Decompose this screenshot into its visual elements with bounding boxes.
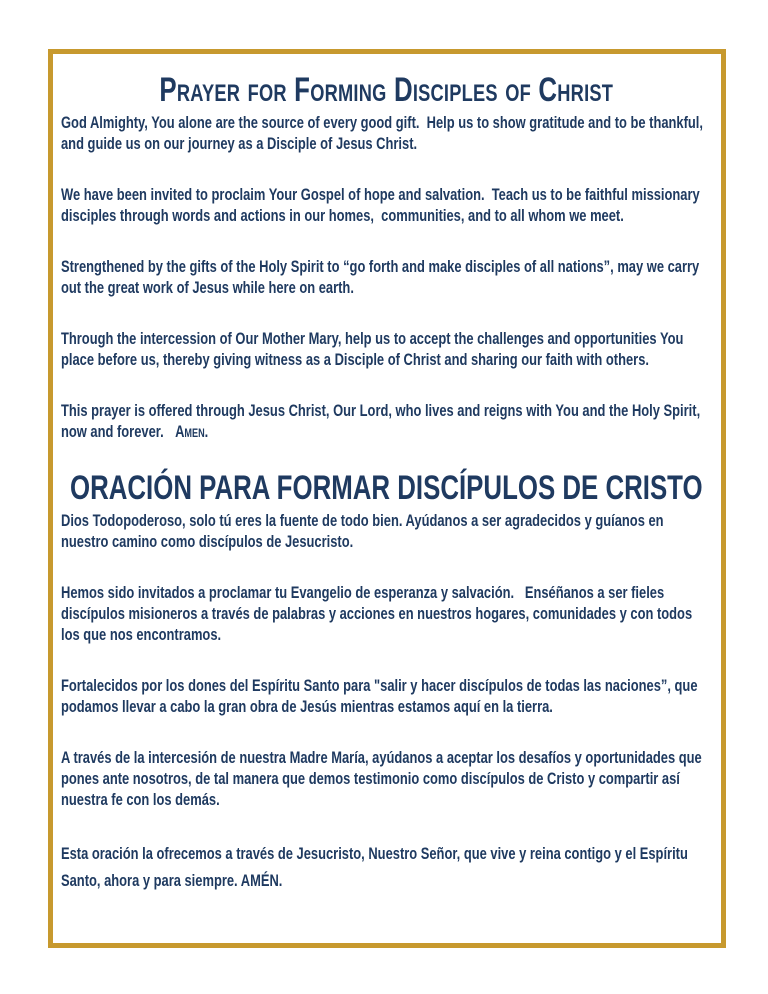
page-frame	[48, 49, 726, 948]
spanish-paragraph-1: Dios Todopoderoso, solo tú eres la fuente de todo bien. Ayúdanos a ser agradecidos y guíanos en nuestro camino como discípulos de Jesucristo.	[61, 511, 668, 551]
english-title: Prayer for Forming Disciples of Christ	[159, 71, 614, 109]
english-section	[61, 71, 712, 442]
text-column	[61, 71, 712, 894]
spanish-paragraph-2: Hemos sido invitados a proclamar tu Evangelio de esperanza y salvación. Enséñanos a ser fieles discípulos misioneros a través de palabras y acciones en nuestros hogares, comunidades y con todos los que nos encontramos.	[61, 583, 696, 644]
spanish-section	[61, 469, 712, 894]
spanish-paragraph-3: Fortalecidos por los dones del Espíritu Santo para "salir y hacer discípulos de todas las naciones”, que podamos llevar a cabo la gran obra de Jesús mientras estamos aquí en la tierra.	[61, 676, 702, 716]
spanish-paragraph-4: A través de la intercesión de nuestra Madre María, ayúdanos a aceptar los desafíos y oportunidades que pones ante nosotros, de tal manera que demos testimonio como discípulos de Cristo y compartir así nuestra fe con los demás.	[61, 748, 706, 809]
spanish-title: ORACIÓN PARA FORMAR DISCÍPULOS DE CRISTO	[69, 469, 703, 507]
english-paragraph-1: God Almighty, You alone are the source of every good gift. Help us to show gratitude and to be thankful, and guide us on our journey as a Disciple of Jesus Christ.	[61, 113, 707, 153]
english-amen-text: Amen.	[175, 422, 209, 441]
english-closing-paragraph	[61, 400, 712, 442]
english-closing-text: This prayer is offered through Jesus Christ, Our Lord, who lives and reigns with You and the Holy Spirit, now and forever.	[61, 401, 704, 441]
page-content	[53, 54, 721, 894]
english-paragraph-3: Strengthened by the gifts of the Holy Spirit to “go forth and make disciples of all nations”, may we carry out the great work of Jesus while here on earth.	[61, 257, 703, 297]
english-paragraph-2: We have been invited to proclaim Your Gospel of hope and salvation. Teach us to be faithful missionary disciples through words and actions in our homes, communities, and to all whom we meet.	[61, 185, 704, 225]
spanish-closing-paragraph: Esta oración la ofrecemos a través de Jesucristo, Nuestro Señor, que vive y reina contigo y el Espíritu Santo, ahora y para siempre. AMÉN.	[61, 844, 692, 890]
english-paragraph-4: Through the intercession of Our Mother Mary, help us to accept the challenges and opportunities You place before us, thereby giving witness as a Disciple of Christ and sharing our faith with others.	[61, 329, 687, 369]
